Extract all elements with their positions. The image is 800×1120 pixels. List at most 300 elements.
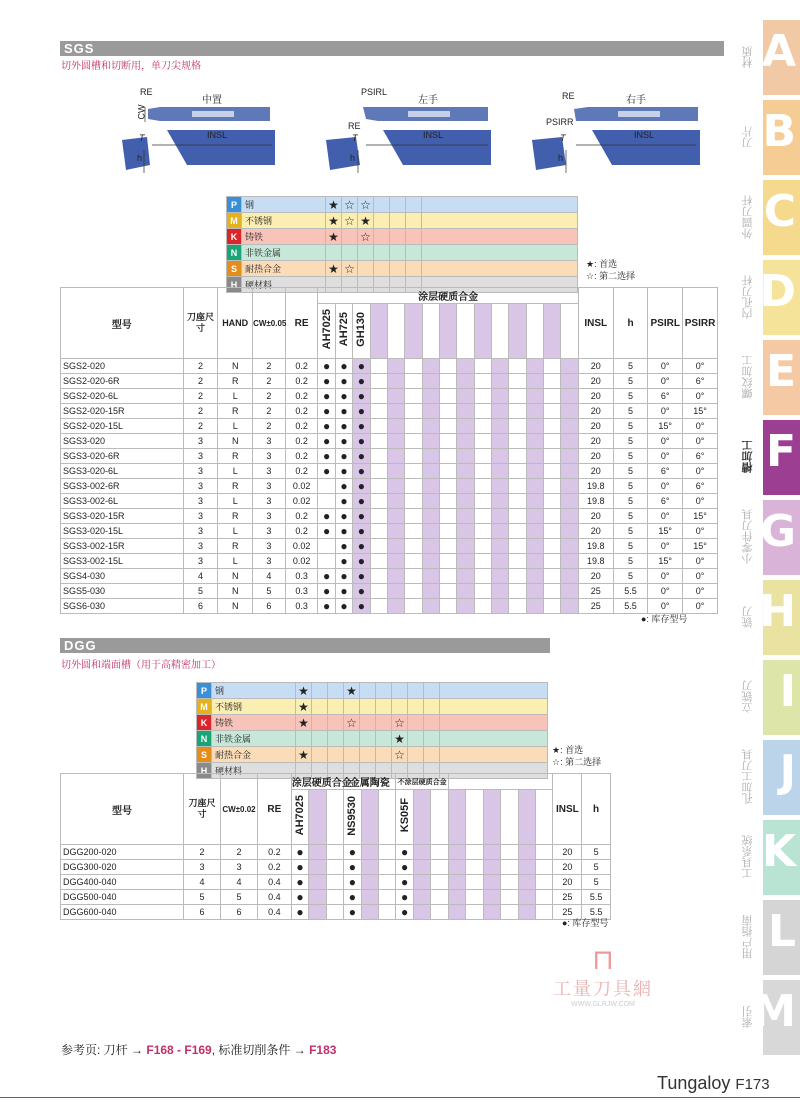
holder-size-cell: 2 (183, 404, 218, 419)
holder-size-cell: 4 (183, 569, 218, 584)
rating-cell: ★ (358, 213, 374, 229)
insl-cell: 20 (553, 875, 582, 890)
dgg-header-group-coated: 涂层硬质合金 (291, 774, 343, 790)
rating-cell (406, 229, 422, 245)
insl-cell: 20 (578, 569, 613, 584)
stock-dot: ● (353, 449, 370, 464)
rating-cell (360, 715, 376, 731)
material-code: P (227, 197, 242, 213)
sgs-table-row (61, 494, 718, 509)
stock-dot: ● (318, 434, 335, 449)
re-cell: 0.4 (257, 890, 291, 905)
dgg-header-cw: CW±0.02 (221, 774, 258, 845)
psirl-cell: 6° (648, 389, 683, 404)
stock-dot: ● (335, 554, 352, 569)
re-cell: 0.02 (285, 479, 318, 494)
tab-label: 内孔刀杆 (742, 275, 754, 319)
re-cell: 0.2 (285, 389, 318, 404)
rating-cell (376, 683, 392, 699)
hand-cell: R (218, 539, 253, 554)
stock-dot: ● (353, 524, 370, 539)
dgg-table-row (61, 905, 611, 920)
rating-cell (312, 715, 328, 731)
stock-dot: ● (335, 389, 352, 404)
rating-cell (376, 731, 392, 747)
holder-size-cell: 3 (183, 509, 218, 524)
stock-dot: ● (344, 905, 361, 920)
stock-dot: ● (291, 860, 308, 875)
rating-cell: ☆ (358, 229, 374, 245)
sgs-table-row (61, 449, 718, 464)
rating-cell (390, 261, 406, 277)
stock-dot: ● (335, 569, 352, 584)
cw-cell: 3 (253, 434, 286, 449)
stock-dot: ● (353, 539, 370, 554)
rating-cell: ☆ (342, 261, 358, 277)
material-name: 硬材料 (242, 277, 326, 293)
holder-size-cell: 5 (183, 584, 218, 599)
rating-cell (374, 261, 390, 277)
stock-dot: ● (335, 434, 352, 449)
stock-dot: ● (291, 905, 308, 920)
rating-cell: ★ (296, 747, 312, 763)
h-cell: 5 (613, 569, 648, 584)
stock-dot (318, 554, 335, 569)
stock-dot: ● (344, 875, 361, 890)
material-name: 铸铁 (212, 715, 296, 731)
re-cell: 0.2 (285, 449, 318, 464)
rating-cell (328, 715, 344, 731)
rating-cell (312, 747, 328, 763)
stock-dot: ● (318, 389, 335, 404)
psirl-cell: 0° (648, 509, 683, 524)
holder-size-cell: 3 (183, 494, 218, 509)
material-code: K (227, 229, 242, 245)
stock-dot: ● (353, 569, 370, 584)
rating-cell: ★ (296, 683, 312, 699)
sgs-material-row (227, 229, 578, 245)
dgg-grade-ns9530: NS9530 (344, 790, 361, 845)
sgs-table-row (61, 479, 718, 494)
sgs-drawing-center (112, 85, 292, 185)
psirl-cell: 15° (648, 524, 683, 539)
h-cell: 5 (613, 464, 648, 479)
rating-cell (406, 261, 422, 277)
right-h-label: h (558, 153, 564, 163)
material-code: S (227, 261, 242, 277)
sgs-table-row (61, 404, 718, 419)
holder-size-cell: 6 (183, 599, 218, 614)
hand-cell: N (218, 569, 253, 584)
model-cell: DGG500-040 (61, 890, 184, 905)
material-name: 不锈钢 (212, 699, 296, 715)
sgs-material-row (227, 197, 578, 213)
model-cell: SGS6-030 (61, 599, 184, 614)
psirl-cell: 0° (648, 584, 683, 599)
holder-size-cell: 6 (184, 905, 221, 920)
re-cell: 0.02 (285, 494, 318, 509)
h-cell: 5 (613, 419, 648, 434)
rating-cell (376, 715, 392, 731)
tab-f[interactable] (742, 420, 800, 495)
right-insl-label: INSL (634, 130, 655, 140)
cw-cell: 3 (253, 479, 286, 494)
stock-dot: ● (396, 875, 413, 890)
re-cell: 0.2 (285, 524, 318, 539)
stock-dot: ● (318, 464, 335, 479)
tab-m[interactable] (742, 980, 800, 1055)
left-insert-drawing (318, 85, 508, 185)
rating-cell: ★ (326, 261, 342, 277)
rating-cell (360, 747, 376, 763)
rating-cell (374, 245, 390, 261)
model-cell: SGS3-020-15L (61, 524, 184, 539)
rating-cell (408, 731, 424, 747)
sgs-stock-note: ●: 库存型号 (641, 614, 688, 624)
dgg-material-row (197, 683, 548, 699)
insl-cell: 19.8 (578, 554, 613, 569)
material-name: 硬材料 (212, 763, 296, 779)
watermark-url: WWW.GLRJW.COM (571, 1001, 635, 1008)
rating-cell (358, 261, 374, 277)
holder-size-cell: 3 (183, 539, 218, 554)
tab-letter: C (763, 186, 796, 237)
stock-dot: ● (318, 374, 335, 389)
stock-dot: ● (353, 584, 370, 599)
model-cell: SGS2-020-6L (61, 389, 184, 404)
psirr-cell: 6° (683, 449, 718, 464)
sgs-table-row (61, 359, 718, 374)
sgs-header-grade-group: 涂层硬质合金 (318, 288, 578, 304)
insl-cell: 20 (578, 464, 613, 479)
rating-cell (326, 245, 342, 261)
stock-dot: ● (335, 404, 352, 419)
model-cell: DGG600-040 (61, 905, 184, 920)
right-psirr-label: PSIRR (546, 117, 574, 127)
rating-cell: ☆ (344, 715, 360, 731)
stock-dot: ● (353, 599, 370, 614)
rating-cell (406, 197, 422, 213)
rating-cell (374, 213, 390, 229)
rating-cell (360, 683, 376, 699)
tab-letter: H (759, 586, 796, 637)
tab-j[interactable] (742, 740, 800, 815)
brand-name: Tungaloy (657, 1073, 731, 1093)
rating-cell (296, 731, 312, 747)
tab-letter: M (752, 986, 796, 1037)
tab-h[interactable] (742, 580, 800, 655)
rating-cell: ☆ (342, 197, 358, 213)
tab-c[interactable] (742, 180, 800, 255)
model-cell: SGS3-002-6L (61, 494, 184, 509)
dgg-grade-ks05f: KS05F (396, 790, 413, 845)
tab-i[interactable] (742, 660, 800, 735)
rating-cell: ★ (392, 731, 408, 747)
holder-size-cell: 3 (183, 434, 218, 449)
cw-cell: 5 (253, 584, 286, 599)
stock-dot: ● (318, 419, 335, 434)
rating-cell (408, 747, 424, 763)
stock-dot: ● (353, 479, 370, 494)
cw-cell: 2 (253, 359, 286, 374)
tab-letter: L (767, 906, 796, 957)
rating-cell (392, 683, 408, 699)
hand-cell: R (218, 479, 253, 494)
sgs-table-row (61, 509, 718, 524)
insl-cell: 19.8 (578, 494, 613, 509)
rating-cell (360, 699, 376, 715)
dgg-subtitle: 切外圆和端面槽（用于高精密加工） (61, 660, 221, 671)
hand-cell: R (218, 449, 253, 464)
sgs-drawing-right (526, 85, 706, 185)
stock-dot: ● (335, 494, 352, 509)
material-code: M (227, 213, 242, 229)
rating-cell (424, 715, 440, 731)
hand-cell: L (218, 464, 253, 479)
legend-second-choice: ☆: 第二选择 (586, 271, 636, 281)
re-cell: 0.2 (285, 419, 318, 434)
cw-cell: 4 (253, 569, 286, 584)
rating-cell (406, 213, 422, 229)
insl-cell: 25 (578, 584, 613, 599)
insl-cell: 20 (578, 359, 613, 374)
cw-cell: 5 (221, 890, 258, 905)
re-cell: 0.2 (285, 374, 318, 389)
holder-size-cell: 3 (183, 479, 218, 494)
h-cell: 5.5 (613, 584, 648, 599)
dgg-table-row (61, 845, 611, 860)
h-cell: 5 (613, 524, 648, 539)
rating-cell: ☆ (392, 715, 408, 731)
psirr-cell: 0° (683, 524, 718, 539)
h-cell: 5 (613, 479, 648, 494)
tab-letter: A (761, 26, 796, 77)
insl-cell: 20 (578, 524, 613, 539)
center-cw-label: CW (136, 104, 147, 120)
dgg-table-row (61, 860, 611, 875)
rating-cell (312, 699, 328, 715)
rating-cell (344, 731, 360, 747)
right-type-label: 右手 (626, 95, 646, 106)
psirr-cell: 0° (683, 419, 718, 434)
sgs-table-row (61, 419, 718, 434)
material-code: S (197, 747, 212, 763)
reference-pages (61, 1041, 336, 1058)
tab-label: 材质 (742, 46, 754, 68)
rating-cell (424, 699, 440, 715)
center-type-label: 中置 (202, 95, 222, 106)
sgs-material-table (226, 196, 578, 293)
cw-cell: 3 (253, 509, 286, 524)
stock-dot: ● (335, 479, 352, 494)
dgg-header-re: RE (257, 774, 291, 845)
sgs-header-h: h (613, 288, 648, 359)
rating-cell: ★ (344, 683, 360, 699)
right-t-label: T (560, 133, 566, 143)
tab-label: 立铣刀 (742, 680, 754, 714)
left-type-label: 左手 (418, 95, 438, 106)
material-name: 钢 (212, 683, 296, 699)
rating-cell: ★ (326, 197, 342, 213)
dgg-table-row (61, 875, 611, 890)
rating-cell (392, 699, 408, 715)
stock-dot: ● (353, 464, 370, 479)
insl-cell: 20 (578, 374, 613, 389)
tab-label: 槽加工 (742, 440, 754, 474)
stock-dot: ● (291, 845, 308, 860)
psirr-cell: 15° (683, 539, 718, 554)
stock-dot: ● (318, 569, 335, 584)
rating-cell (360, 731, 376, 747)
cw-cell: 2 (253, 404, 286, 419)
stock-dot (318, 539, 335, 554)
rating-cell (408, 683, 424, 699)
re-cell: 0.3 (285, 599, 318, 614)
sgs-table-row (61, 584, 718, 599)
tab-label: 小零件刀具 (742, 509, 754, 565)
stock-dot: ● (318, 599, 335, 614)
stock-dot: ● (335, 449, 352, 464)
rating-cell (390, 213, 406, 229)
material-name: 非铁金属 (242, 245, 326, 261)
h-cell: 5 (613, 389, 648, 404)
rating-cell: ☆ (342, 213, 358, 229)
hand-cell: L (218, 419, 253, 434)
grade-gh130: GH130 (353, 304, 370, 359)
legend-first-choice: ★: 首选 (586, 259, 618, 269)
tab-label: 孔加工刀具 (742, 749, 754, 805)
model-cell: DGG200-020 (61, 845, 184, 860)
h-cell: 5.5 (613, 599, 648, 614)
sgs-material-row (227, 245, 578, 261)
rating-cell (424, 747, 440, 763)
re-cell: 0.3 (285, 584, 318, 599)
psirl-cell: 0° (648, 569, 683, 584)
cw-cell: 3 (253, 449, 286, 464)
psirl-cell: 15° (648, 419, 683, 434)
stock-dot (318, 479, 335, 494)
re-cell: 0.3 (285, 569, 318, 584)
cw-cell: 6 (221, 905, 258, 920)
psirl-cell: 0° (648, 479, 683, 494)
stock-dot: ● (318, 359, 335, 374)
rating-cell (374, 197, 390, 213)
psirr-cell: 15° (683, 404, 718, 419)
psirl-cell: 0° (648, 359, 683, 374)
rating-cell (344, 747, 360, 763)
center-insl-label: INSL (207, 130, 228, 140)
model-cell: SGS2-020 (61, 359, 184, 374)
sgs-header-model: 型号 (61, 288, 184, 359)
hand-cell: R (218, 374, 253, 389)
dgg-material-table (196, 682, 548, 779)
cw-cell: 4 (221, 875, 258, 890)
stock-dot: ● (335, 584, 352, 599)
tab-k[interactable] (742, 820, 800, 895)
sgs-table-row (61, 599, 718, 614)
dgg-header-holder: 刀座尺寸 (184, 774, 221, 845)
tab-letter: E (765, 346, 796, 397)
center-re-label: RE (140, 87, 153, 97)
tab-a[interactable] (742, 20, 800, 95)
h-cell: 5.5 (582, 905, 611, 920)
h-cell: 5 (613, 359, 648, 374)
center-t-label: T (139, 133, 145, 143)
rating-cell (328, 683, 344, 699)
dgg-material-row (197, 699, 548, 715)
hand-cell: N (218, 584, 253, 599)
model-cell: SGS2-020-6R (61, 374, 184, 389)
model-cell: DGG400-040 (61, 875, 184, 890)
sgs-table-row (61, 554, 718, 569)
holder-size-cell: 2 (184, 845, 221, 860)
rating-cell: ☆ (392, 747, 408, 763)
watermark-icon: ⊓ (592, 944, 614, 975)
insl-cell: 25 (553, 890, 582, 905)
sgs-header-hand: HAND (218, 288, 253, 359)
tab-d[interactable] (742, 260, 800, 335)
tab-label: 刀片 (742, 126, 754, 148)
stock-dot: ● (353, 494, 370, 509)
sgs-header-holder: 刀座尺寸 (183, 288, 218, 359)
ref-link-cutting-conditions[interactable]: F183 (309, 1043, 337, 1057)
cw-cell: 3 (253, 464, 286, 479)
model-cell: SGS5-030 (61, 584, 184, 599)
tab-label: 铣刀 (742, 606, 754, 628)
re-cell: 0.2 (285, 464, 318, 479)
re-cell: 0.02 (285, 539, 318, 554)
psirr-cell: 0° (683, 494, 718, 509)
insl-cell: 20 (553, 860, 582, 875)
material-code: N (227, 245, 242, 261)
re-cell: 0.4 (257, 875, 291, 890)
stock-dot: ● (318, 449, 335, 464)
hand-cell: R (218, 509, 253, 524)
stock-dot: ● (335, 419, 352, 434)
sgs-table-row (61, 464, 718, 479)
cw-cell: 3 (253, 494, 286, 509)
hand-cell: R (218, 404, 253, 419)
psirr-cell: 15° (683, 509, 718, 524)
ref-link-holders[interactable]: F168 - F169 (146, 1043, 212, 1057)
tab-e[interactable] (742, 340, 800, 415)
dgg-legend (552, 744, 601, 768)
tab-l[interactable] (742, 900, 800, 975)
brand-footer (657, 1073, 770, 1094)
tab-label: 索引 (742, 1006, 754, 1028)
stock-dot: ● (396, 890, 413, 905)
stock-dot: ● (353, 509, 370, 524)
psirr-cell: 0° (683, 434, 718, 449)
psirl-cell: 0° (648, 599, 683, 614)
psirl-cell: 0° (648, 434, 683, 449)
holder-size-cell: 5 (184, 890, 221, 905)
rating-cell: ★ (326, 213, 342, 229)
dgg-material-row (197, 731, 548, 747)
tab-letter: F (765, 426, 796, 477)
insl-cell: 20 (578, 449, 613, 464)
sgs-title-bar: SGS (60, 41, 724, 56)
h-cell: 5 (613, 494, 648, 509)
rating-cell: ☆ (358, 197, 374, 213)
tab-b[interactable] (742, 100, 800, 175)
sgs-material-row (227, 213, 578, 229)
insl-cell: 20 (578, 509, 613, 524)
dgg-header-group-cermet: 金属陶瓷 (344, 774, 396, 790)
material-name: 钢 (242, 197, 326, 213)
insl-cell: 20 (578, 389, 613, 404)
tab-g[interactable] (742, 500, 800, 575)
